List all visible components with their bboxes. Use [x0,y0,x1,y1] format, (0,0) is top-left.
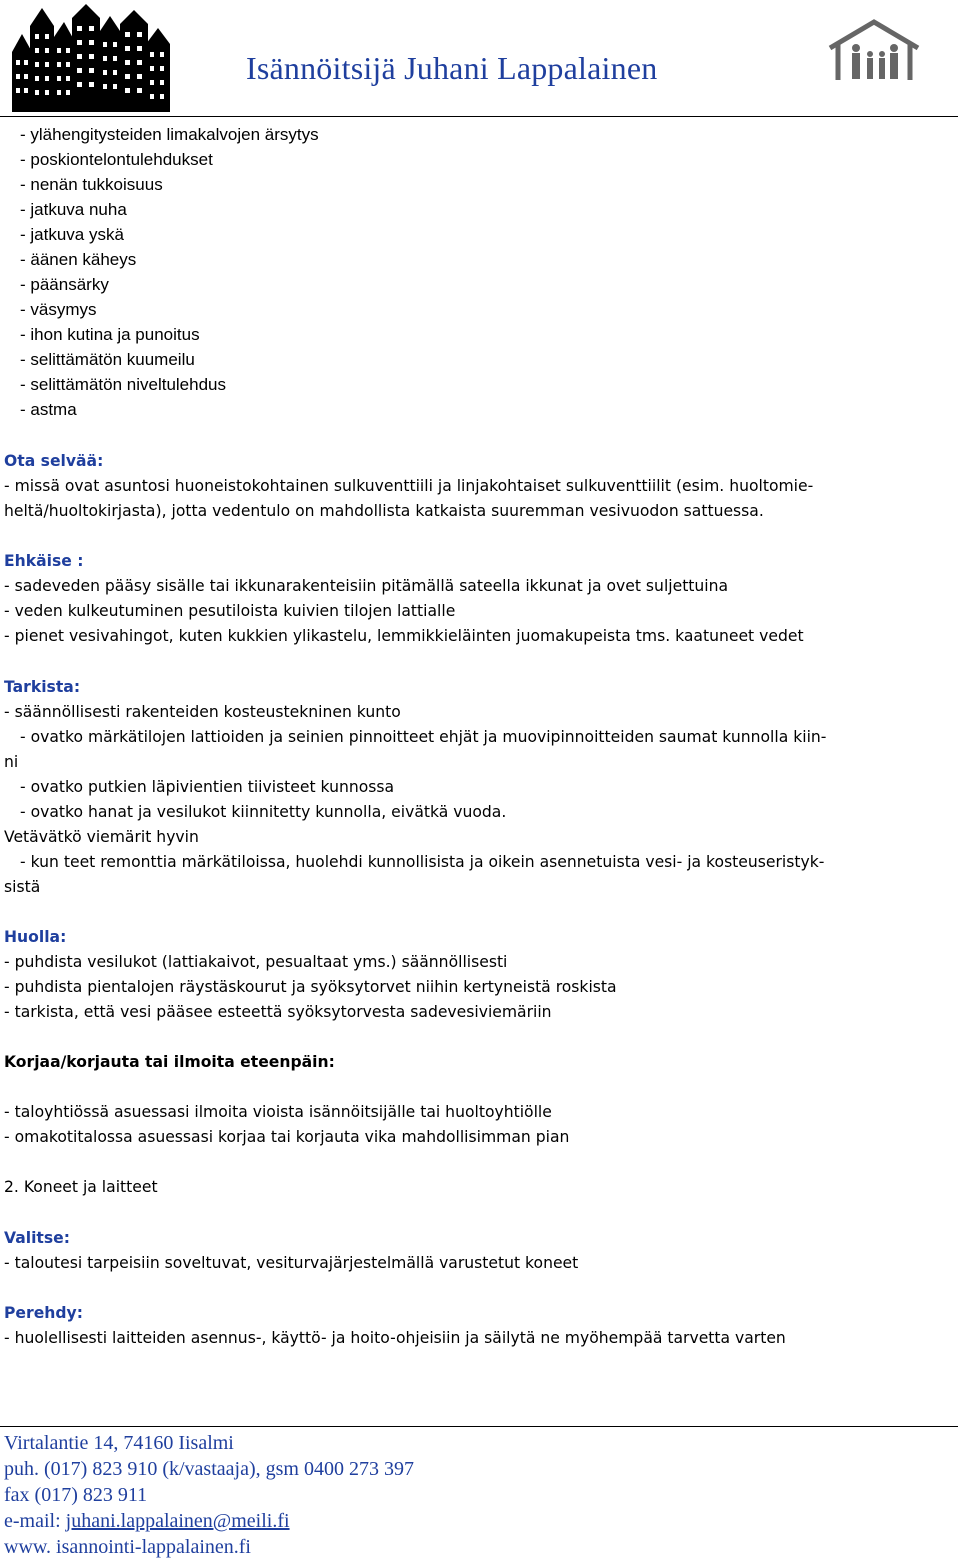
paragraph-line: Vetävätkö viemärit hyvin [4,828,199,846]
footer-email-row [4,1508,414,1534]
paragraph-line: ni [4,753,19,771]
section-ota-selvaa [4,449,813,524]
footer-address: Virtalantie 14, 74160 Iisalmi [4,1432,234,1454]
list-item: - ihon kutina ja punoitus [20,325,200,344]
section-heading: Huolla: [4,928,67,946]
header-title: Isännöitsijä Juhani Lappalainen [246,50,658,86]
paragraph-line: heltä/huoltokirjasta), jotta vedentulo on mahdollista katkaista suuremman vesivuodon sattuessa. [4,502,764,520]
section-huolla [4,925,617,1025]
paragraph-line: - sadeveden pääsy sisälle tai ikkunarakenteisiin pitämällä sateella ikkunat ja ovet suljettuina [4,577,729,595]
footer-divider [0,1426,958,1427]
paragraph-line: - missä ovat asuntosi huoneistokohtainen sulkuventtiili ja linjakohtaiset sulkuventtiilit (esim. huoltomie- [4,477,814,495]
footer-phone: puh. (017) 823 910 (k/vastaaja), gsm 0400 273 397 [4,1458,414,1480]
footer-website: www. isannointi-lappalainen.fi [4,1536,251,1558]
city-buildings-logo-icon [8,4,178,112]
paragraph-line: - taloutesi tarpeisiin soveltuvat, vesiturvajärjestelmällä varustetut koneet [4,1254,579,1272]
footer-email-label: e-mail: [4,1510,66,1532]
paragraph-line: - taloyhtiössä asuessasi ilmoita vioista isännöitsijälle tai huoltoyhtiölle [4,1103,552,1121]
section-ehkaise [4,549,804,649]
paragraph-line: - ovatko hanat ja vesilukot kiinnitetty kunnolla, eivätkä vuoda. [20,803,507,821]
paragraph-line: - puhdista pientalojen räystäskourut ja syöksytorvet niihin kertyneistä roskista [4,978,617,996]
list-item: - poskiontelontulehdukset [20,150,213,169]
list-item: - ylähengitysteiden limakalvojen ärsytys [20,125,319,144]
section-heading: Perehdy: [4,1304,83,1322]
list-item: - päänsärky [20,275,109,294]
section-heading: Tarkista: [4,678,81,696]
list-item: - selittämätön kuumeilu [20,350,195,369]
footer-email-link[interactable]: juhani.lappalainen@meili.fi [65,1510,290,1532]
section-heading: Korjaa/korjauta tai ilmoita eteenpäin: [4,1053,335,1071]
list-item: - äänen käheys [20,250,137,269]
header-divider [0,116,958,117]
list-item: - nenän tukkoisuus [20,175,163,194]
footer-fax: fax (017) 823 911 [4,1484,148,1506]
list-item: - väsymys [20,300,97,319]
section-title: 2. Koneet ja laitteet [4,1178,158,1196]
paragraph-line: - veden kulkeutuminen pesutiloista kuivien tilojen lattialle [4,602,456,620]
paragraph-line: - säännöllisesti rakenteiden kosteustekninen kunto [4,703,401,721]
section-2 [4,1175,158,1200]
paragraph-line: - omakotitalossa asuessasi korjaa tai korjauta vika mahdollisimman pian [4,1128,570,1146]
section-korjaa [4,1050,569,1150]
list-item: - jatkuva nuha [20,200,127,219]
section-heading: Valitse: [4,1229,70,1247]
paragraph-line: - kun teet remonttia märkätiloissa, huolehdi kunnollisista ja oikein asennetuista vesi- ja kosteuseristyk- [20,853,825,871]
paragraph-line: - tarkista, että vesi pääsee esteettä syöksytorvesta sadevesiviemäriin [4,1003,552,1021]
list-item: - astma [20,400,77,419]
paragraph-line: - ovatko märkätilojen lattioiden ja seinien pinnoitteet ehjät ja muovipinnoitteiden saumat kunnolla kiin- [20,728,827,746]
paragraph-line: - ovatko putkien läpivientien tiivisteet kunnossa [20,778,395,796]
paragraph-line: - pienet vesivahingot, kuten kukkien ylikastelu, lemmikkieläinten juomakupeista tms. kaatuneet vedet [4,627,804,645]
footer [4,1430,414,1560]
list-item: - jatkuva yskä [20,225,124,244]
section-perehdy [4,1301,786,1351]
paragraph-line: sistä [4,878,41,896]
section-tarkista [4,675,826,900]
paragraph-line: - puhdista vesilukot (lattiakaivot, pesualtaat yms.) säännöllisesti [4,953,508,971]
symptom-list [4,122,319,422]
section-heading: Ehkäise : [4,552,84,570]
list-item: - selittämätön niveltulehdus [20,375,227,394]
section-valitse [4,1226,578,1276]
house-family-logo-icon [826,18,922,82]
section-heading: Ota selvää: [4,452,104,470]
paragraph-line: - huolellisesti laitteiden asennus-, käyttö- ja hoito-ohjeisiin ja säilytä ne myöhempää tarvetta varten [4,1329,786,1347]
